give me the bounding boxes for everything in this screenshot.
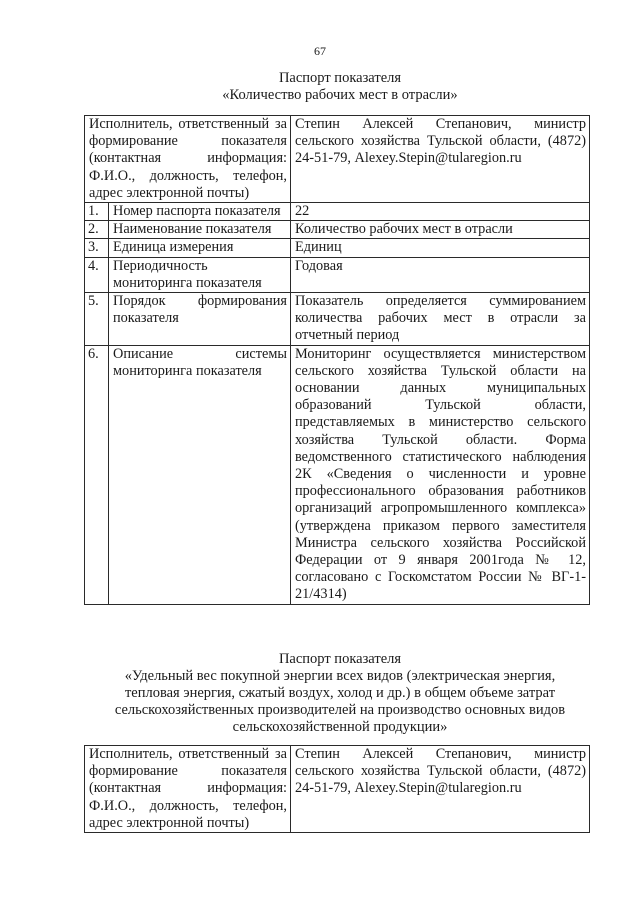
passport1-table xyxy=(84,115,590,605)
table-row xyxy=(85,293,590,346)
row-value: Годовая xyxy=(291,257,590,292)
table-row xyxy=(85,257,590,292)
passport1-title: Паспорт показателя xyxy=(278,70,402,86)
row-label: Описание системы мониторинга показателя xyxy=(109,345,291,604)
row-label: Периодичность мониторинга показателя xyxy=(109,257,291,292)
row-label: Порядок формирования показателя xyxy=(109,293,291,346)
executor-label: Исполнитель, ответственный за формирование показателя (контактная информация: Ф.И.О., должность, телефон, адрес электронной почты) xyxy=(85,746,291,833)
passport2-table xyxy=(84,745,590,833)
row-number: 6. xyxy=(85,345,109,604)
executor-row xyxy=(85,116,590,203)
executor-value: Степин Алексей Степанович, министр сельского хозяйства Тульской области, (4872) 24-51-79, Alexey.Stepin@tularegion.ru xyxy=(291,746,590,833)
executor-label: Исполнитель, ответственный за формирование показателя (контактная информация: Ф.И.О., должность, телефон, адрес электронной почты) xyxy=(85,116,291,203)
executor-row xyxy=(85,746,590,833)
page-number: 67 xyxy=(314,44,326,58)
row-value: Единиц xyxy=(291,239,590,257)
table-row xyxy=(85,221,590,239)
row-value: Показатель определяется суммированием количества рабочих мест в отрасли за отчетный период xyxy=(291,293,590,346)
row-value: 22 xyxy=(291,203,590,221)
row-value: Мониторинг осуществляется министерством сельского хозяйства Тульской области на основании данных муниципальных образований Тульской области, представляемых в министерство сельского хозяйства Тульской области. Форма ведомственного статистического наблюдения 2К «Сведения о численности и уровне профессионального образования работников организаций агропромышленного комплекса» (утверждена приказом первого заместителя Министра сельского хозяйства Российской Федерации от 9 января 2001года № 12, согласовано с Госкомстатом России № ВГ-1-21/4314) xyxy=(291,345,590,604)
row-label: Единица измерения xyxy=(109,239,291,257)
row-number: 2. xyxy=(85,221,109,239)
row-number: 1. xyxy=(85,203,109,221)
row-label: Наименование показателя xyxy=(109,221,291,239)
executor-value: Степин Алексей Степанович, министр сельского хозяйства Тульской области, (4872) 24-51-79, Alexey.Stepin@tularegion.ru xyxy=(291,116,590,203)
row-number: 4. xyxy=(85,257,109,292)
passport2-heading xyxy=(40,651,640,736)
row-number: 5. xyxy=(85,293,109,346)
passport1-subtitle: «Количество рабочих мест в отрасли» xyxy=(222,87,458,103)
passport2-subtitle: «Удельный вес покупной энергии всех видов (электрическая энергия, тепловая энергия, сжатый воздух, холод и др.) в общем объеме затрат сельскохозяйственных производителей на производство основных видов сельскохозяйственной продукции» xyxy=(114,668,566,735)
passport1-heading xyxy=(40,70,640,104)
row-number: 3. xyxy=(85,239,109,257)
row-value: Количество рабочих мест в отрасли xyxy=(291,221,590,239)
passport2-title: Паспорт показателя xyxy=(278,651,402,667)
row-label: Номер паспорта показателя xyxy=(109,203,291,221)
table-row xyxy=(85,345,590,604)
table-row xyxy=(85,239,590,257)
table-row xyxy=(85,203,590,221)
